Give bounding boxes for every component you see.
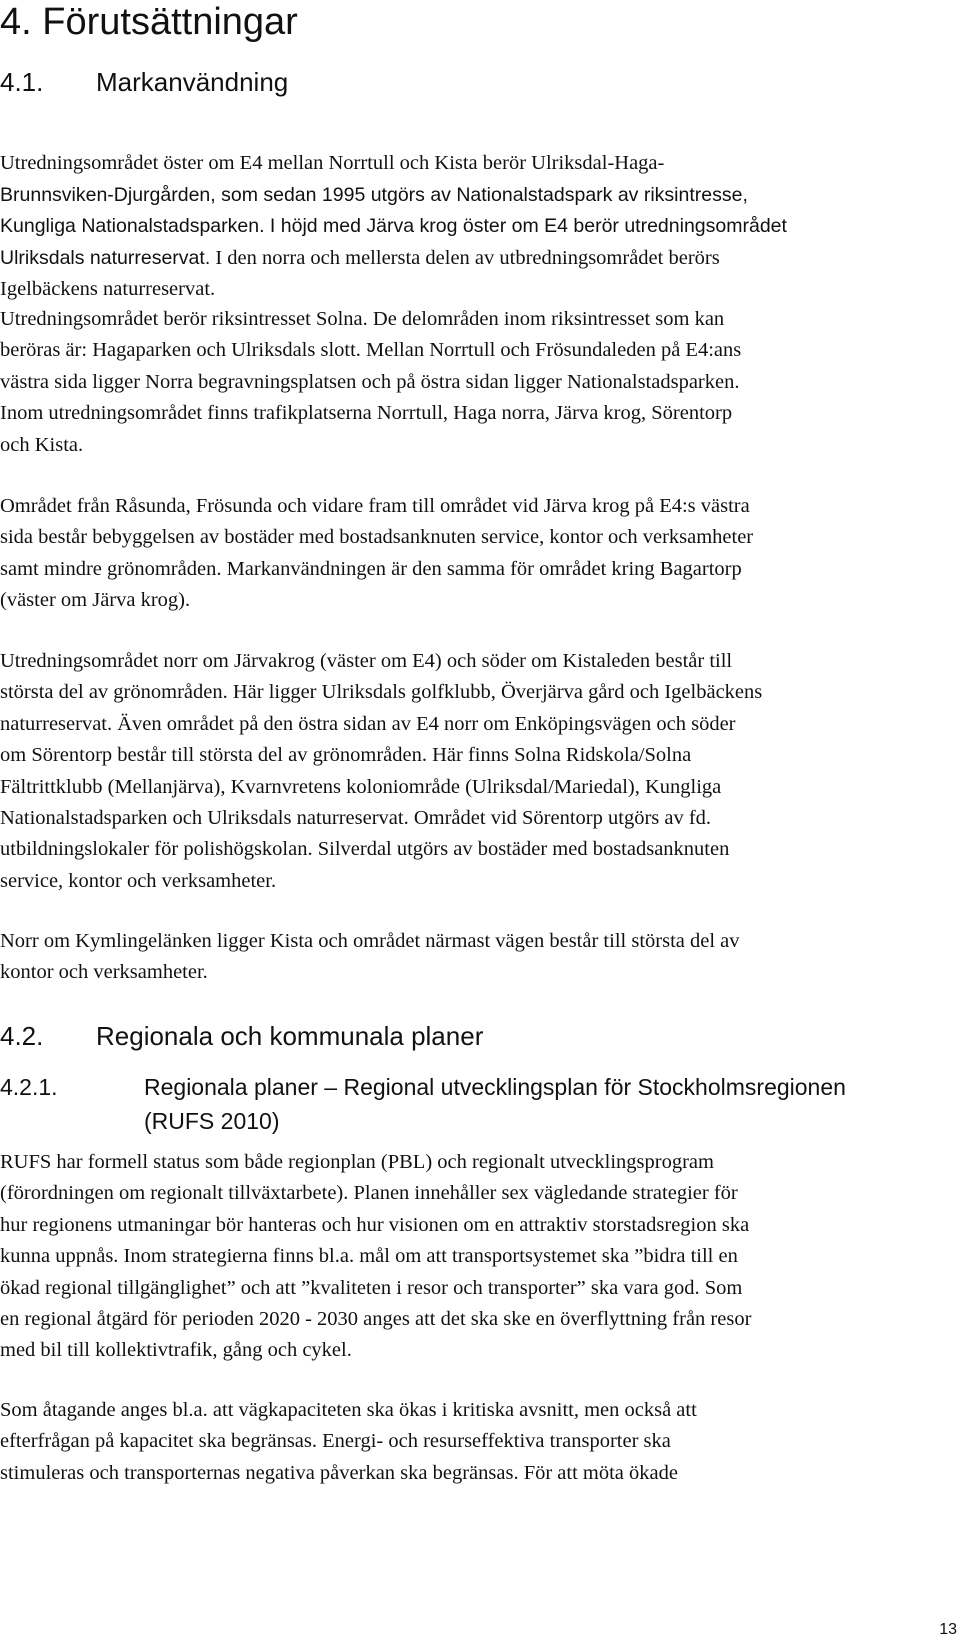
chapter-title: 4. Förutsättningar (0, 1, 298, 43)
section-heading-4-1 (0, 66, 288, 98)
section-title: Regionala planer – Regional utvecklingsplan för Stockholmsregionen (RUFS 2010) (144, 1074, 846, 1134)
section-number: 4.1. (0, 67, 44, 97)
paragraph-text-serif: I den norra och mellersta delen av utbredningsområdet berörs Igelbäckens naturreservat. (0, 246, 720, 301)
paragraph-markanvandning-5: Norr om Kymlingelänken ligger Kista och området närmast vägen består till största del av kontor och verksamheter. (0, 930, 740, 984)
paragraph-line-serif: Utredningsområdet öster om E4 mellan Norrtull och Kista berör Ulriksdal-Haga- (0, 152, 665, 175)
paragraph-markanvandning-1 (0, 117, 948, 305)
paragraph-text-sans: Brunnsviken-Djurgården, som sedan 1995 utgörs av Nationalstadspark av riksintresse, Kungliga Nationalstadsparken. I höjd med Järva krog öster om E4 berör utredningsområdet Ulriksdals naturreservat. (0, 183, 787, 269)
section-title: Markanvändning (96, 67, 289, 97)
section-number: 4.2.1. (0, 1074, 58, 1100)
section-heading-4-2-1 (0, 1070, 948, 1140)
paragraph-rufs-2: Som åtagande anges bl.a. att vägkapaciteten ska ökas i kritiska avsnitt, men också att efterfrågan på kapacitet ska begränsas. Energi- och resurseffektiva transporter ska stimuleras och transporternas negativa påverkan ska begränsas. För att möta ökade (0, 1399, 697, 1484)
paragraph-rufs-1: RUFS har formell status som både regionplan (PBL) och regionalt utvecklingsprogram (förordningen om regionalt tillväxtarbete). Planen innehåller sex vägledande strategier för hur regionens utmaningar bör hanteras och hur visionen om en attraktiv storstadsregion ska kunna uppnås. Inom strategierna finns bl.a. mål om att transportsystemet ska ”bidra till en ökad regional tillgänglighet” och att ”kvaliteten i resor och transporter” ska vara god. Som en regional åtgärd för perioden 2020 - 2030 anges att det ska ske en överflyttning från resor med bil till kollektivtrafik, gång och cykel. (0, 1151, 752, 1362)
page-number: 13 (939, 1621, 957, 1638)
paragraph-markanvandning-4: Utredningsområdet norr om Järvakrog (väster om E4) och söder om Kistaleden består till största del av grönområden. Här ligger Ulriksdals golfklubb, Överjärva gård och Igelbäckens naturreservat. Även området på den östra sidan av E4 norr om Enköpingsvägen och söder om Sörentorp består till största del av grönområden. Här finns Solna Ridskola/Solna Fältrittklubb (Mellanjärva), Kvarnvretens koloniområde (Ulriksdal/Mariedal), Kungliga Nationalstadsparken och Ulriksdals naturreservat. Området vid Sörentorp utgörs av fd. utbildningslokaler för polishögskolan. Silverdal utgörs av bostäder med bostadsanknuten service, kontor och verksamheter. (0, 650, 763, 892)
paragraph-markanvandning-3: Området från Råsunda, Frösunda och vidare fram till området vid Järva krog på E4:s västra sida består bebyggelsen av bostäder med bostadsanknuten service, kontor och verksamheter samt mindre grönområden. Markanvändningen är den samma för området kring Bagartorp (väster om Järva krog). (0, 495, 754, 612)
section-number: 4.2. (0, 1021, 44, 1051)
section-title: Regionala och kommunala planer (96, 1021, 484, 1051)
section-heading-4-2 (0, 1020, 483, 1052)
paragraph-markanvandning-2: Utredningsområdet berör riksintresset Solna. De delområden inom riksintresset som kan beröras är: Hagaparken och Ulriksdals slott. Mellan Norrtull och Frösundaleden på E4:ans västra sida ligger Norra begravningsplatsen och på östra sidan ligger Nationalstadsparken. Inom utredningsområdet finns trafikplatserna Norrtull, Haga norra, Järva krog, Sörentorp och Kista. (0, 308, 742, 456)
